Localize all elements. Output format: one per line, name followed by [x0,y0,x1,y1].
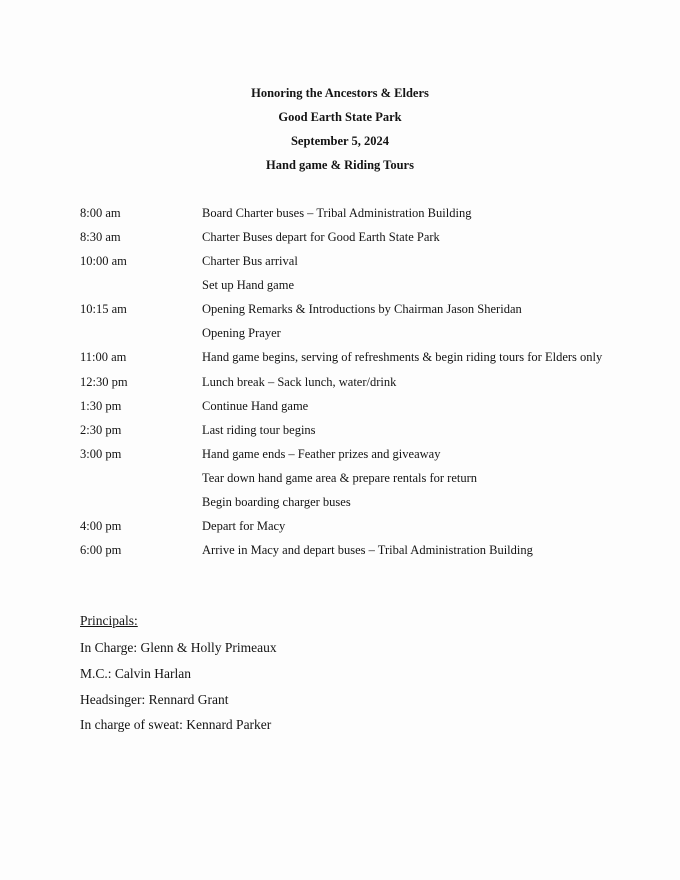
schedule-event: Arrive in Macy and depart buses – Tribal Administration Building [202,543,533,557]
schedule-event: Set up Hand game [202,278,294,292]
schedule-event: Charter Buses depart for Good Earth State Park [202,230,440,244]
schedule-row [0,519,680,539]
schedule-event: Depart for Macy [202,519,286,533]
schedule-event: Lunch break – Sack lunch, water/drink [202,375,397,389]
event-subtitle: Hand game & Riding Tours [266,158,414,172]
schedule-time: 1:30 pm [80,399,122,413]
schedule-time: 6:00 pm [80,543,122,557]
schedule-row [0,495,680,515]
schedule-event: Charter Bus arrival [202,254,298,268]
schedule-row [0,326,680,346]
schedule-event: Last riding tour begins [202,423,316,437]
schedule-time: 2:30 pm [80,423,122,437]
schedule-row [0,471,680,491]
schedule-row [0,447,680,467]
principal-line: Headsinger: Rennard Grant [80,692,229,707]
schedule-row [0,230,680,250]
schedule-event: Hand game ends – Feather prizes and giveaway [202,447,441,461]
schedule-row [0,206,680,226]
schedule-event: Begin boarding charger buses [202,495,351,509]
principal-line: In charge of sweat: Kennard Parker [80,717,272,732]
schedule-row [0,543,680,563]
schedule-row [0,350,680,370]
schedule-event: Board Charter buses – Tribal Administration Building [202,206,472,220]
schedule-time: 8:30 am [80,230,121,244]
principal-line: In Charge: Glenn & Holly Primeaux [80,640,277,655]
event-date: September 5, 2024 [290,134,390,148]
schedule-time: 10:15 am [80,302,127,316]
schedule-time: 10:00 am [80,254,127,268]
schedule-event: Tear down hand game area & prepare rentals for return [202,471,478,485]
document-title: Honoring the Ancestors & Elders [251,86,429,100]
schedule-event: Continue Hand game [202,399,309,413]
schedule-time: 4:00 pm [80,519,122,533]
schedule-event: Hand game begins, serving of refreshments & begin riding tours for Elders only [202,350,603,364]
principal-line: M.C.: Calvin Harlan [80,666,191,681]
schedule-row [0,278,680,298]
schedule-time: 12:30 pm [80,375,128,389]
schedule-event: Opening Prayer [202,326,281,340]
schedule-row [0,375,680,395]
schedule-row [0,302,680,322]
schedule-time: 8:00 am [80,206,121,220]
schedule-row [0,254,680,274]
schedule-row [0,423,680,443]
event-location: Good Earth State Park [278,110,402,124]
schedule-row [0,399,680,419]
principals-heading: Principals: [80,613,138,628]
schedule-time: 11:00 am [80,350,127,364]
schedule-event: Opening Remarks & Introductions by Chairman Jason Sheridan [202,302,522,316]
schedule-time: 3:00 pm [80,447,122,461]
